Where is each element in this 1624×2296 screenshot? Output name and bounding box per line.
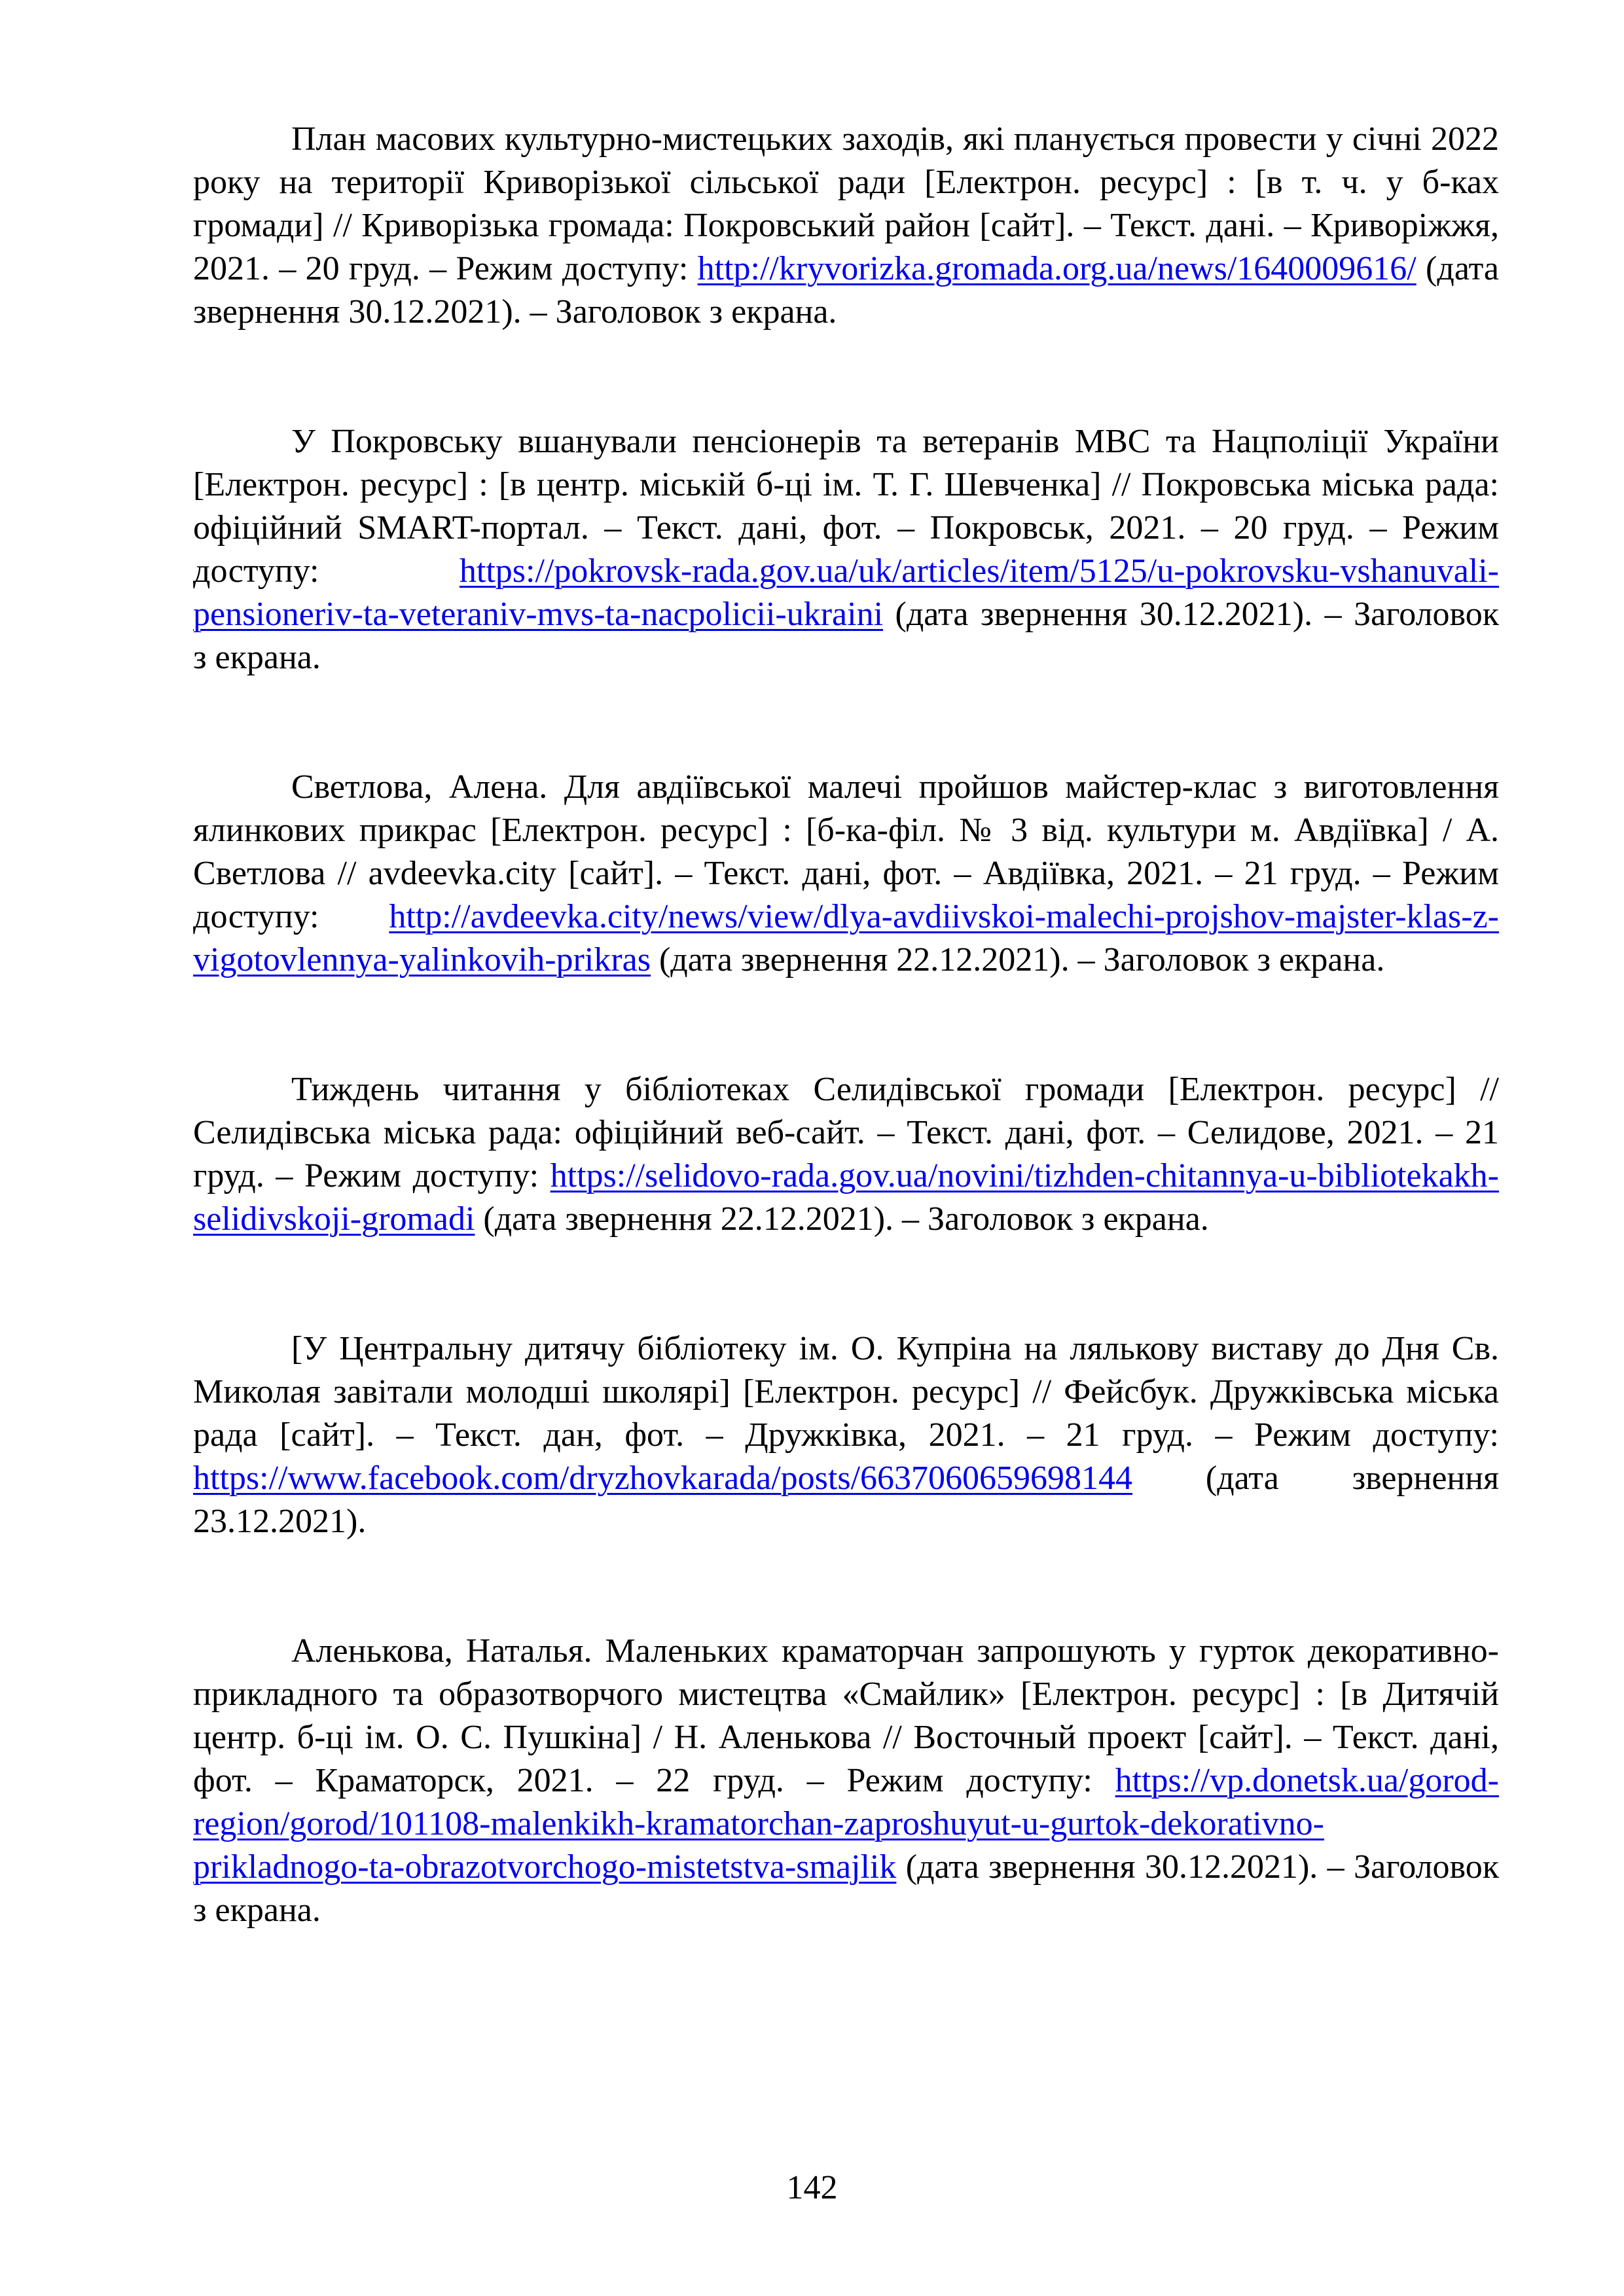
entry-link[interactable]: http://kryvorizka.gromada.org.ua/news/1640009616/ <box>697 250 1416 287</box>
entry-text-after: (дата звернення 23.12.2021). <box>193 1460 1499 1540</box>
bibliography-entry <box>193 766 1499 982</box>
bibliography-page <box>193 118 1499 2018</box>
bibliography-entry <box>193 1630 1499 1932</box>
entry-link[interactable]: https://pokrovsk-rada.gov.ua/uk/articles/item/5125/u-pokrovsku-vshanuvali-pensioneriv-ta-veteraniv-mvs-ta-nacpolicii-ukraini <box>193 552 1499 633</box>
bibliography-entry <box>193 118 1499 334</box>
bibliography-entry <box>193 1068 1499 1241</box>
entry-text: Аленькова, Наталья. Маленьких краматорчан запрошують у гурток декоративно-прикладного та образотворчого мистецтва «Смайлик» [Електрон. ресурс] : [в Дитячій центр. б-ці ім. О. С. Пушкіна] / Н. Аленькова // Восточный проект [сайт]. – Текст. дані, фот. – Краматорск, 2021. – 22 груд. – Режим доступу: <box>193 1632 1499 1799</box>
entry-link[interactable]: http://avdeevka.city/news/view/dlya-avdiivskoi-malechi-projshov-majster-klas-z-vigotovlennya-yalinkovih-prikras <box>193 898 1499 978</box>
entry-text: План масових культурно-мистецьких заходів, які планується провести у січні 2022 року на території Криворізької сільської ради [Електрон. ресурс] : [в т. ч. у б-ках громади] // Криворізька громада: Покровський район [сайт]. – Текст. дані. – Криворіжжя, 2021. – 20 груд. – Режим доступу: <box>193 120 1499 287</box>
entry-text-after: (дата звернення 30.12.2021). – Заголовок з екрана. <box>193 250 1500 331</box>
entry-link[interactable]: https://vp.donetsk.ua/gorod-region/gorod/101108-malenkikh-kramatorchan-zaproshuyut-u-gurtok-dekorativno-prikladnogo-ta-obrazotvorchogo-mistetstva-smajlik <box>193 1762 1499 1886</box>
entry-text: [У Центральну дитячу бібліотеку ім. О. Купріна на лялькову виставу до Дня Св. Миколая завітали молодші школярі] [Електрон. ресурс] // Фейсбук. Дружківська міська рада [сайт]. – Текст. дан, фот. – Дружківка, 2021. – 21 груд. – Режим доступу: <box>193 1330 1499 1454</box>
entry-link[interactable]: https://selidovo-rada.gov.ua/novini/tizhden-chitannya-u-bibliotekakh-selidivskoji-gromadi <box>193 1157 1499 1238</box>
entry-link[interactable]: https://www.facebook.com/dryzhovkarada/posts/6637060659698144 <box>193 1460 1133 1497</box>
bibliography-entry <box>193 420 1499 679</box>
entry-text: Светлова, Алена. Для авдіївської малечі пройшов майстер-клас з виготовлення ялинкових прикрас [Електрон. ресурс] : [б-ка-філ. № 3 від. культури м. Авдіївка] / А. Светлова // avdeevka.city [сайт]. – Текст. дані, фот. – Авдіївка, 2021. – 21 груд. – Режим доступу: <box>193 768 1499 935</box>
entry-text-after: (дата звернення 22.12.2021). – Заголовок з екрана. <box>650 941 1385 978</box>
entry-text-after: (дата звернення 30.12.2021). – Заголовок з екрана. <box>193 1848 1499 1929</box>
entry-text: У Покровську вшанували пенсіонерів та ветеранів МВС та Нацполіції України [Електрон. ресурс] : [в центр. міській б-ці ім. Т. Г. Шевченка] // Покровська міська рада: офіційний SMART-портал. – Текст. дані, фот. – Покровськ, 2021. – 20 груд. – Режим доступу: <box>193 423 1499 590</box>
page-number: 142 <box>786 2169 838 2206</box>
bibliography-entry <box>193 1327 1499 1543</box>
entry-text: Тиждень читання у бібліотеках Селидівської громади [Електрон. ресурс] // Селидівська міська рада: офіційний веб-сайт. – Текст. дані, фот. – Селидове, 2021. – 21 груд. – Режим доступу: <box>193 1071 1499 1194</box>
entry-text-after: (дата звернення 22.12.2021). – Заголовок з екрана. <box>475 1200 1209 1238</box>
entry-text-after: (дата звернення 30.12.2021). – Заголовок з екрана. <box>193 596 1499 676</box>
